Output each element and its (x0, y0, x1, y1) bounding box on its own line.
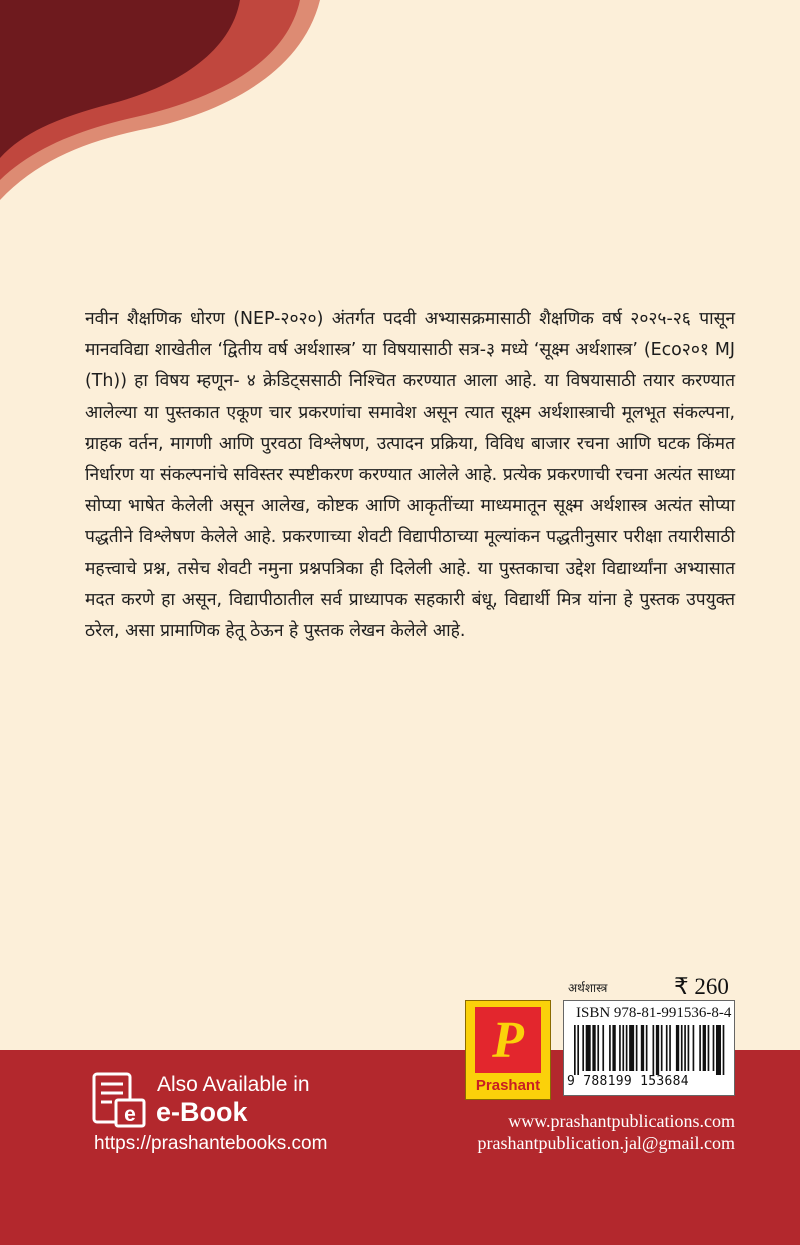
barcode-bar (693, 1025, 695, 1071)
barcode-bar (708, 1025, 710, 1071)
barcode-bar (646, 1025, 648, 1071)
barcode-bar (699, 1025, 701, 1071)
isbn-label: ISBN 978-81-991536-8-4 (576, 1005, 732, 1021)
barcode-bar (723, 1025, 725, 1075)
logo-letter-graphic (475, 1007, 541, 1073)
barcode-bar (577, 1025, 579, 1075)
barcode-bar (653, 1025, 655, 1075)
publisher-logo (465, 1000, 551, 1100)
isbn-digits: 9 788199 153684 (567, 1074, 689, 1089)
barcode-bar (656, 1025, 659, 1075)
subject-label: अर्थशास्त्र (568, 981, 608, 995)
barcode-bar (688, 1025, 690, 1071)
barcode-bar (713, 1025, 715, 1071)
publisher-website[interactable]: www.prashantpublications.com (508, 1111, 735, 1131)
barcode-bar (669, 1025, 671, 1071)
barcode-bar (661, 1025, 663, 1071)
barcode-bar (626, 1025, 628, 1071)
barcode-bar (574, 1025, 576, 1075)
barcode-bar (597, 1025, 599, 1071)
barcode-bar (676, 1025, 679, 1071)
barcode-bar (716, 1025, 721, 1075)
barcode-panel (563, 1000, 735, 1096)
barcode-bar (619, 1025, 621, 1071)
svg-text:e: e (124, 1103, 136, 1126)
barcode (574, 1025, 726, 1075)
barcode-bar (666, 1025, 668, 1071)
barcode-bar (636, 1025, 638, 1071)
logo-letter: P (492, 1012, 524, 1069)
book-description: नवीन शैक्षणिक धोरण (NEP-२०२०) अंतर्गत पदवी अभ्यासक्रमासाठी शैक्षणिक वर्ष २०२५-२६ पासून मानवविद्या शाखेतील ‘द्वितीय वर्ष अर्थशास्त्र’ या विषयासाठी सत्र-३ मध्ये ‘सूक्ष्म अर्थशास्त्र’ (Eco२०१ MJ (Th)) हा विषय म्हणून- ४ क्रेडिट्ससाठी निश्चित करण्यात आला आहे. या विषयासाठी तयार करण्यात आलेल्या या पुस्तकात एकूण चार प्रकरणांचा समावेश असून त्यात सूक्ष्म अर्थशास्त्राची मूलभूत संकल्पना, ग्राहक वर्तन, मागणी आणि पुरवठा विश्लेषण, उत्पादन प्रक्रिया, विविध बाजार रचना आणि घटक किंमत निर्धारण या संकल्पनांचे सविस्तर स्पष्टीकरण करण्यात आलेले आहे. प्रत्येक प्रकरणाची रचना अत्यंत साध्या सोप्या भाषेत केलेली असून आलेख, कोष्टक आणि आकृतींच्या माध्यमातून सूक्ष्म अर्थशास्त्र अत्यंत सोप्या पद्धतीने विश्लेषण केलेले आहे. प्रकरणाच्या शेवटी विद्यापीठाच्या मूल्यांकन पद्धतीनुसार परीक्षा तयारीसाठी महत्त्वाचे प्रश्न, तसेच शेवटी नमुना प्रश्नपत्रिका ही दिलेली आहे. या पुस्तकाचा उद्देश विद्यार्थ्यांना अभ्यासात मदत करणे हा असून, विद्यापीठातील सर्व प्राध्यापक सहकारी बंधू, विद्यार्थी मित्र यांना हे पुस्तक उपयुक्त ठरेल, असा प्रामाणिक हेतू ठेऊन हे पुस्तक लेखन केलेले आहे. (85, 309, 735, 642)
also-available-text: Also Available in (157, 1073, 310, 1096)
ebook-icon (92, 1072, 148, 1130)
corner-decoration (0, 0, 320, 200)
barcode-bar (609, 1025, 611, 1071)
ebook-url[interactable]: https://prashantebooks.com (94, 1133, 328, 1154)
price-label: ₹ 260 (674, 974, 729, 999)
barcode-bar (629, 1025, 634, 1071)
barcode-bar (612, 1025, 615, 1071)
barcode-bar (592, 1025, 595, 1071)
publisher-name: Prashant (475, 1077, 541, 1094)
barcode-bar (703, 1025, 706, 1071)
barcode-bar (641, 1025, 644, 1071)
logo-mark (475, 1007, 541, 1073)
publisher-email[interactable]: prashantpublication.jal@gmail.com (477, 1133, 735, 1153)
barcode-bar (586, 1025, 591, 1071)
ebook-title: e-Book (156, 1097, 248, 1127)
barcode-bar (622, 1025, 624, 1071)
barcode-bar (684, 1025, 686, 1071)
barcode-bar (602, 1025, 604, 1071)
barcode-bar (681, 1025, 683, 1071)
barcode-bar (582, 1025, 584, 1071)
